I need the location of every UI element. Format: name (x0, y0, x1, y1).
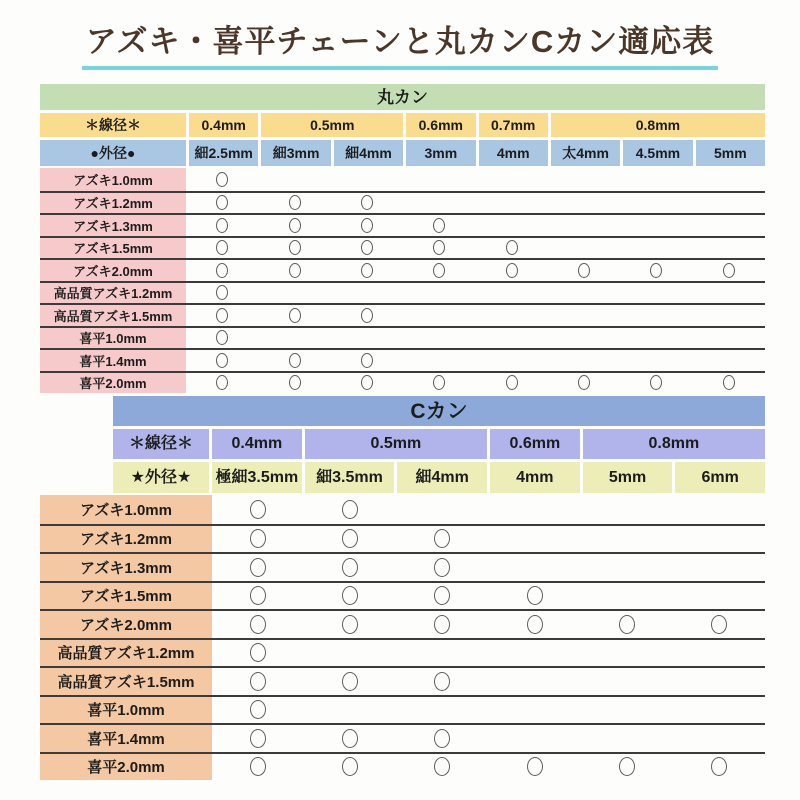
ckan-compat-cell-1-2 (396, 526, 488, 553)
ckan-compat-cell-0-1 (304, 495, 396, 524)
compatible-circle-mark (619, 615, 635, 634)
compatible-circle-mark (578, 263, 590, 278)
compatible-circle-mark (342, 500, 358, 519)
compatible-circle-mark (289, 240, 301, 255)
ckan-compat-cell-3-5 (673, 583, 765, 610)
ckan-compat-cell-6-3 (488, 668, 580, 695)
marukan-compat-cell-8-1 (258, 350, 330, 371)
marukan-compat-cell-9-2 (331, 373, 403, 394)
compatible-circle-mark (342, 757, 358, 776)
ckan-table-row (40, 638, 765, 667)
ckan-compat-cell-3-3 (488, 583, 580, 610)
ckan-chain-label: アズキ1.2mm (40, 526, 212, 553)
ckan-compat-cell-3-0 (212, 583, 304, 610)
compatible-circle-mark (250, 643, 266, 662)
marukan-compat-cell-7-4 (476, 328, 548, 349)
marukan-compatibility-table (40, 84, 765, 393)
compatible-circle-mark (342, 615, 358, 634)
compatible-circle-mark (506, 240, 518, 255)
ckan-compat-cell-9-1 (304, 754, 396, 781)
ckan-outer-diameter-value-4: 5mm (583, 462, 673, 493)
marukan-outer-diameter-value-5: 太4mm (551, 140, 620, 166)
ckan-compatibility-table (40, 396, 765, 780)
marukan-wire-diameter-value-3: 0.7mm (479, 113, 548, 137)
ckan-outer-diameter-value-2: 細4mm (397, 462, 487, 493)
marukan-compat-cell-1-3 (403, 193, 475, 214)
ckan-compat-cell-7-5 (673, 697, 765, 724)
compatible-circle-mark (527, 586, 543, 605)
marukan-compat-cell-1-4 (476, 193, 548, 214)
marukan-compat-cell-4-3 (403, 260, 475, 281)
marukan-compat-cell-6-3 (403, 305, 475, 326)
marukan-compat-cell-0-6 (620, 168, 692, 191)
compatible-circle-mark (250, 700, 266, 719)
marukan-compat-cell-0-3 (403, 168, 475, 191)
ckan-compat-cell-8-0 (212, 725, 304, 752)
ckan-compat-cell-9-0 (212, 754, 304, 781)
ckan-chain-label: アズキ2.0mm (40, 611, 212, 638)
marukan-compat-cell-2-1 (258, 215, 330, 236)
ckan-compat-cell-8-3 (488, 725, 580, 752)
compatible-circle-mark (250, 729, 266, 748)
marukan-compat-cell-8-7 (693, 350, 765, 371)
ckan-outer-diameter-value-1: 細3.5mm (305, 462, 395, 493)
ckan-compat-cell-7-1 (304, 697, 396, 724)
marukan-table-header (40, 84, 765, 166)
ckan-table-row (40, 752, 765, 781)
ckan-compat-cell-1-0 (212, 526, 304, 553)
marukan-compat-cell-6-6 (620, 305, 692, 326)
marukan-wire-diameter-value-1: 0.5mm (261, 113, 403, 137)
marukan-chain-label: アズキ1.3mm (40, 215, 186, 236)
marukan-outer-diameter-value-3: 3mm (406, 140, 475, 166)
compatible-circle-mark (342, 529, 358, 548)
marukan-table-row (40, 303, 765, 326)
ckan-compat-cell-6-4 (581, 668, 673, 695)
marukan-outer-diameter-value-1: 細3mm (261, 140, 330, 166)
compatible-circle-mark (361, 240, 373, 255)
marukan-compat-cell-1-5 (548, 193, 620, 214)
page-title: アズキ・喜平チェーンと丸カンCカン適応表 (82, 16, 719, 70)
marukan-compat-cell-2-5 (548, 215, 620, 236)
compatible-circle-mark (434, 757, 450, 776)
compatible-circle-mark (506, 263, 518, 278)
compatible-circle-mark (723, 263, 735, 278)
marukan-compat-cell-4-4 (476, 260, 548, 281)
marukan-compat-cell-6-5 (548, 305, 620, 326)
ckan-compat-cell-1-1 (304, 526, 396, 553)
ckan-compat-cell-2-5 (673, 554, 765, 581)
marukan-compat-cell-8-5 (548, 350, 620, 371)
compatible-circle-mark (216, 263, 228, 278)
marukan-compat-cell-5-1 (258, 283, 330, 304)
ckan-wire-diameter-value-2: 0.6mm (490, 429, 580, 459)
ckan-compat-cell-3-2 (396, 583, 488, 610)
marukan-compat-cell-5-2 (331, 283, 403, 304)
ckan-table-row (40, 581, 765, 610)
marukan-table-row (40, 191, 765, 214)
marukan-compat-cell-9-1 (258, 373, 330, 394)
marukan-compat-cell-8-4 (476, 350, 548, 371)
compatible-circle-mark (250, 615, 266, 634)
ckan-table-row (40, 666, 765, 695)
compatible-circle-mark (711, 757, 727, 776)
ckan-compat-cell-9-3 (488, 754, 580, 781)
marukan-compat-cell-7-7 (693, 328, 765, 349)
ckan-table-row (40, 495, 765, 524)
marukan-compat-cell-4-7 (693, 260, 765, 281)
marukan-chain-label: アズキ1.0mm (40, 168, 186, 191)
compatible-circle-mark (527, 757, 543, 776)
ckan-compat-cell-4-4 (581, 611, 673, 638)
marukan-chain-label: 喜平2.0mm (40, 373, 186, 394)
marukan-outer-diameter-value-0: 細2.5mm (189, 140, 258, 166)
compatible-circle-mark (650, 263, 662, 278)
marukan-compat-cell-7-5 (548, 328, 620, 349)
marukan-compat-cell-7-2 (331, 328, 403, 349)
compatible-circle-mark (711, 615, 727, 634)
compatible-circle-mark (289, 195, 301, 210)
ckan-compat-cell-2-3 (488, 554, 580, 581)
marukan-compat-cell-9-4 (476, 373, 548, 394)
compatible-circle-mark (433, 375, 445, 390)
marukan-compat-cell-5-3 (403, 283, 475, 304)
ckan-compat-cell-6-5 (673, 668, 765, 695)
compatible-circle-mark (216, 218, 228, 233)
ckan-compat-cell-2-1 (304, 554, 396, 581)
marukan-chain-label: アズキ2.0mm (40, 260, 186, 281)
marukan-compat-cell-7-1 (258, 328, 330, 349)
marukan-compat-cell-6-7 (693, 305, 765, 326)
compatible-circle-mark (433, 218, 445, 233)
compatible-circle-mark (433, 263, 445, 278)
ckan-table-row (40, 723, 765, 752)
ckan-compat-cell-0-4 (581, 495, 673, 524)
ckan-compat-cell-0-5 (673, 495, 765, 524)
marukan-outer-diameter-value-4: 4mm (479, 140, 548, 166)
compatible-circle-mark (361, 353, 373, 368)
ckan-chain-label: 高品質アズキ1.5mm (40, 668, 212, 695)
ckan-chain-label: 喜平2.0mm (40, 754, 212, 781)
ckan-table-row (40, 552, 765, 581)
compatible-circle-mark (619, 757, 635, 776)
compatible-circle-mark (216, 330, 228, 345)
ckan-outer-diameter-label: ★外径★ (113, 462, 209, 493)
compatible-circle-mark (723, 375, 735, 390)
marukan-table-row (40, 281, 765, 304)
marukan-compat-cell-6-1 (258, 305, 330, 326)
ckan-compat-cell-5-3 (488, 640, 580, 667)
marukan-compat-cell-6-4 (476, 305, 548, 326)
marukan-compat-cell-3-3 (403, 238, 475, 259)
ckan-compat-cell-5-4 (581, 640, 673, 667)
ckan-compat-cell-7-4 (581, 697, 673, 724)
compatible-circle-mark (361, 375, 373, 390)
compatible-circle-mark (527, 615, 543, 634)
marukan-compat-cell-7-6 (620, 328, 692, 349)
marukan-compat-cell-9-3 (403, 373, 475, 394)
marukan-outer-diameter-value-7: 5mm (696, 140, 765, 166)
marukan-wire-diameter-value-2: 0.6mm (406, 113, 475, 137)
marukan-compat-cell-4-5 (548, 260, 620, 281)
ckan-compat-cell-9-2 (396, 754, 488, 781)
ckan-compat-cell-1-4 (581, 526, 673, 553)
compatible-circle-mark (216, 172, 228, 187)
marukan-table-rows (40, 168, 765, 393)
marukan-chain-label: 高品質アズキ1.2mm (40, 283, 186, 304)
ckan-table-row (40, 524, 765, 553)
ckan-compat-cell-5-2 (396, 640, 488, 667)
marukan-compat-cell-4-0 (186, 260, 258, 281)
marukan-chain-label: 喜平1.0mm (40, 328, 186, 349)
ckan-compat-cell-7-2 (396, 697, 488, 724)
marukan-compat-cell-0-4 (476, 168, 548, 191)
marukan-table-row (40, 258, 765, 281)
marukan-compat-cell-1-7 (693, 193, 765, 214)
ckan-wire-diameter-value-0: 0.4mm (212, 429, 302, 459)
marukan-compat-cell-0-0 (186, 168, 258, 191)
compatible-circle-mark (361, 218, 373, 233)
ckan-wire-diameter-label: ＊線径＊ (113, 429, 209, 459)
compatible-circle-mark (361, 263, 373, 278)
compatible-circle-mark (216, 308, 228, 323)
compatible-circle-mark (250, 672, 266, 691)
marukan-compat-cell-5-7 (693, 283, 765, 304)
ckan-wire-diameter-value-3: 0.8mm (583, 429, 765, 459)
marukan-compat-cell-4-6 (620, 260, 692, 281)
compatible-circle-mark (216, 240, 228, 255)
marukan-compat-cell-3-0 (186, 238, 258, 259)
ckan-compat-cell-0-2 (396, 495, 488, 524)
compatible-circle-mark (250, 529, 266, 548)
ckan-chain-label: 高品質アズキ1.2mm (40, 640, 212, 667)
ckan-compat-cell-2-0 (212, 554, 304, 581)
compatible-circle-mark (434, 615, 450, 634)
ckan-chain-label: アズキ1.5mm (40, 583, 212, 610)
marukan-compat-cell-2-4 (476, 215, 548, 236)
ckan-table-rows (40, 495, 765, 780)
ckan-compat-cell-5-5 (673, 640, 765, 667)
compatible-circle-mark (342, 586, 358, 605)
marukan-compat-cell-0-2 (331, 168, 403, 191)
marukan-table-row (40, 371, 765, 394)
compatible-circle-mark (250, 558, 266, 577)
compatible-circle-mark (506, 375, 518, 390)
ckan-compat-cell-9-4 (581, 754, 673, 781)
marukan-compat-cell-2-7 (693, 215, 765, 236)
ckan-compat-cell-5-1 (304, 640, 396, 667)
ckan-compat-cell-6-2 (396, 668, 488, 695)
marukan-compat-cell-8-6 (620, 350, 692, 371)
marukan-compat-cell-4-2 (331, 260, 403, 281)
marukan-compat-cell-1-0 (186, 193, 258, 214)
marukan-table-row (40, 213, 765, 236)
marukan-compat-cell-3-7 (693, 238, 765, 259)
ckan-table-row (40, 695, 765, 724)
marukan-compat-cell-4-1 (258, 260, 330, 281)
marukan-outer-diameter-value-6: 4.5mm (623, 140, 692, 166)
ckan-chain-label: 喜平1.0mm (40, 697, 212, 724)
ckan-table-row (40, 609, 765, 638)
compatible-circle-mark (216, 285, 228, 300)
compatible-circle-mark (250, 500, 266, 519)
marukan-outer-diameter-label: ●外径● (40, 140, 186, 166)
ckan-compat-cell-8-2 (396, 725, 488, 752)
marukan-compat-cell-8-2 (331, 350, 403, 371)
marukan-compat-cell-3-1 (258, 238, 330, 259)
compatible-circle-mark (434, 586, 450, 605)
marukan-compat-cell-8-3 (403, 350, 475, 371)
ckan-chain-label: 喜平1.4mm (40, 725, 212, 752)
marukan-compat-cell-5-4 (476, 283, 548, 304)
marukan-compat-cell-2-2 (331, 215, 403, 236)
marukan-compat-cell-9-0 (186, 373, 258, 394)
marukan-table-row (40, 326, 765, 349)
ckan-compat-cell-9-5 (673, 754, 765, 781)
ckan-compat-cell-3-4 (581, 583, 673, 610)
compatible-circle-mark (289, 263, 301, 278)
marukan-chain-label: 喜平1.4mm (40, 350, 186, 371)
compatible-circle-mark (289, 375, 301, 390)
compatible-circle-mark (433, 240, 445, 255)
compatible-circle-mark (361, 308, 373, 323)
compatible-circle-mark (342, 729, 358, 748)
ckan-outer-diameter-value-5: 6mm (675, 462, 765, 493)
ckan-compat-cell-2-2 (396, 554, 488, 581)
marukan-chain-label: アズキ1.2mm (40, 193, 186, 214)
ckan-compat-cell-0-3 (488, 495, 580, 524)
marukan-compat-cell-7-0 (186, 328, 258, 349)
marukan-compat-cell-6-2 (331, 305, 403, 326)
marukan-compat-cell-2-6 (620, 215, 692, 236)
ckan-compat-cell-7-3 (488, 697, 580, 724)
ckan-chain-label: アズキ1.3mm (40, 554, 212, 581)
marukan-wire-diameter-value-4: 0.8mm (551, 113, 765, 137)
compatible-circle-mark (342, 672, 358, 691)
compatible-circle-mark (289, 353, 301, 368)
compatible-circle-mark (216, 353, 228, 368)
ckan-compat-cell-7-0 (212, 697, 304, 724)
compatible-circle-mark (434, 729, 450, 748)
compatible-circle-mark (216, 375, 228, 390)
compatible-circle-mark (434, 529, 450, 548)
marukan-compat-cell-5-6 (620, 283, 692, 304)
ckan-compat-cell-8-4 (581, 725, 673, 752)
compatible-circle-mark (434, 558, 450, 577)
marukan-compat-cell-0-7 (693, 168, 765, 191)
marukan-compat-cell-1-6 (620, 193, 692, 214)
marukan-compat-cell-0-1 (258, 168, 330, 191)
marukan-compat-cell-0-5 (548, 168, 620, 191)
compatible-circle-mark (250, 586, 266, 605)
title-bar (0, 0, 800, 70)
marukan-table-row (40, 348, 765, 371)
marukan-compat-cell-9-6 (620, 373, 692, 394)
marukan-wire-diameter-label: ＊線径＊ (40, 113, 186, 137)
compatible-circle-mark (289, 308, 301, 323)
marukan-compat-cell-9-5 (548, 373, 620, 394)
marukan-outer-diameter-value-2: 細4mm (334, 140, 403, 166)
compatible-circle-mark (650, 375, 662, 390)
ckan-compat-cell-6-0 (212, 668, 304, 695)
ckan-compat-cell-4-3 (488, 611, 580, 638)
ckan-compat-cell-5-0 (212, 640, 304, 667)
compatible-circle-mark (289, 218, 301, 233)
marukan-compat-cell-9-7 (693, 373, 765, 394)
marukan-compat-cell-6-0 (186, 305, 258, 326)
marukan-compat-cell-3-4 (476, 238, 548, 259)
ckan-wire-diameter-value-1: 0.5mm (305, 429, 487, 459)
marukan-wire-diameter-value-0: 0.4mm (189, 113, 258, 137)
ckan-compat-cell-1-5 (673, 526, 765, 553)
marukan-compat-cell-5-5 (548, 283, 620, 304)
compatible-circle-mark (250, 757, 266, 776)
marukan-compat-cell-3-2 (331, 238, 403, 259)
marukan-compat-cell-2-0 (186, 215, 258, 236)
ckan-table-header (113, 396, 765, 493)
ckan-compat-cell-8-5 (673, 725, 765, 752)
marukan-chain-label: アズキ1.5mm (40, 238, 186, 259)
compatible-circle-mark (342, 558, 358, 577)
compatible-circle-mark (578, 375, 590, 390)
marukan-compat-cell-2-3 (403, 215, 475, 236)
ckan-table-title: Cカン (113, 396, 765, 426)
ckan-compat-cell-8-1 (304, 725, 396, 752)
marukan-compat-cell-7-3 (403, 328, 475, 349)
ckan-compat-cell-4-0 (212, 611, 304, 638)
ckan-compat-cell-3-1 (304, 583, 396, 610)
marukan-compat-cell-8-0 (186, 350, 258, 371)
compatible-circle-mark (361, 195, 373, 210)
ckan-compat-cell-4-5 (673, 611, 765, 638)
marukan-compat-cell-3-5 (548, 238, 620, 259)
ckan-compat-cell-0-0 (212, 495, 304, 524)
marukan-table-title: 丸カン (40, 84, 765, 110)
marukan-compat-cell-1-2 (331, 193, 403, 214)
marukan-compat-cell-1-1 (258, 193, 330, 214)
ckan-compat-cell-1-3 (488, 526, 580, 553)
compatible-circle-mark (434, 672, 450, 691)
ckan-outer-diameter-value-0: 極細3.5mm (212, 462, 302, 493)
ckan-chain-label: アズキ1.0mm (40, 495, 212, 524)
marukan-chain-label: 高品質アズキ1.5mm (40, 305, 186, 326)
compatible-circle-mark (216, 195, 228, 210)
ckan-compat-cell-4-1 (304, 611, 396, 638)
marukan-table-row (40, 236, 765, 259)
ckan-compat-cell-6-1 (304, 668, 396, 695)
marukan-compat-cell-5-0 (186, 283, 258, 304)
ckan-compat-cell-4-2 (396, 611, 488, 638)
ckan-compat-cell-2-4 (581, 554, 673, 581)
marukan-compat-cell-3-6 (620, 238, 692, 259)
marukan-table-row (40, 168, 765, 191)
ckan-outer-diameter-value-3: 4mm (490, 462, 580, 493)
